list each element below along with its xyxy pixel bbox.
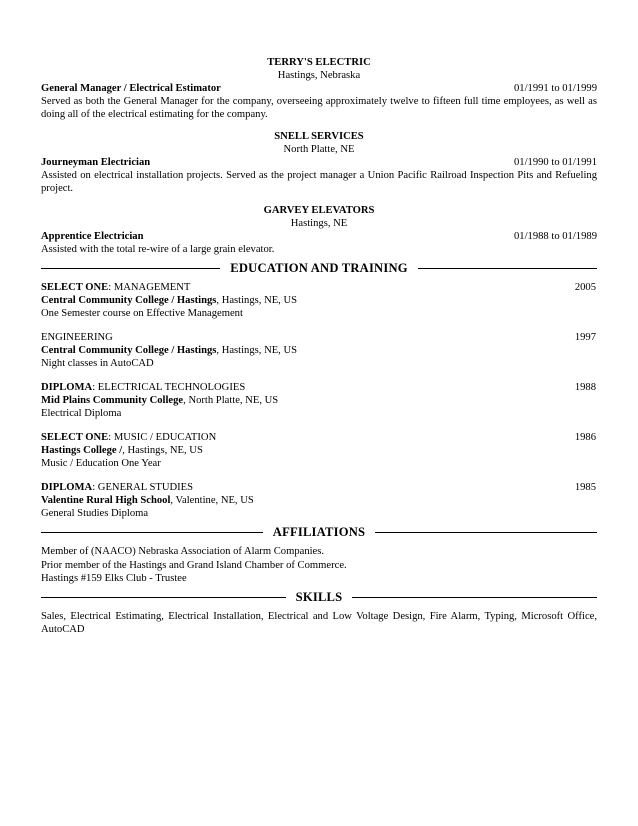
degree-row [41, 381, 597, 394]
job-entry [41, 204, 597, 256]
education-year: 1986 [574, 432, 596, 443]
affiliation-item: Prior member of the Hastings and Grand Island Chamber of Commerce. [41, 560, 347, 571]
job-dates: 01/1991 to 01/1999 [514, 83, 597, 94]
degree-label: DIPLOMA [41, 482, 93, 493]
degree-field: : MUSIC / EDUCATION [108, 432, 217, 443]
divider [418, 268, 597, 269]
job-description: Assisted with the total re-wire of a large grain elevator. [41, 244, 275, 255]
degree-field: : MANAGEMENT [108, 282, 191, 293]
education-year: 2005 [574, 282, 596, 293]
school-location: , Valentine, NE, US [170, 495, 254, 506]
degree-label: SELECT ONE [41, 282, 109, 293]
divider [41, 532, 263, 533]
degree-field: : GENERAL STUDIES [92, 482, 194, 493]
degree-label: DIPLOMA [41, 382, 93, 393]
education-note: One Semester course on Effective Management [41, 308, 243, 319]
resume-page [41, 56, 597, 636]
affiliations-section-header [41, 526, 597, 539]
school-name: Central Community College / Hastings [41, 295, 217, 306]
section-title: EDUCATION AND TRAINING [230, 261, 408, 275]
education-note: Electrical Diploma [41, 408, 122, 419]
affiliation-item: Member of (NAACO) Nebraska Association of Alarm Companies. [41, 546, 325, 557]
school-location: , Hastings, NE, US [216, 345, 298, 356]
job-title-row [41, 82, 597, 95]
school-name: Valentine Rural High School [41, 495, 171, 506]
education-year: 1985 [574, 482, 596, 493]
job-title: General Manager / Electrical Estimator [41, 83, 221, 94]
job-title: Journeyman Electrician [41, 157, 151, 168]
degree-row [41, 481, 597, 494]
education-section-header [41, 262, 597, 275]
company-name: TERRY'S ELECTRIC [267, 57, 371, 68]
company-location: Hastings, Nebraska [277, 70, 361, 81]
school-name: Hastings College / [41, 445, 123, 456]
divider [41, 268, 220, 269]
job-dates: 01/1990 to 01/1991 [514, 157, 597, 168]
affiliation-item: Hastings #159 Elks Club - Trustee [41, 573, 187, 584]
school-name: Mid Plains Community College [41, 395, 184, 406]
education-entry [41, 331, 597, 370]
school-location: , Hastings, NE, US [122, 445, 203, 456]
job-title-row [41, 230, 597, 243]
job-title: Apprentice Electrician [41, 231, 144, 242]
degree-row [41, 331, 597, 344]
company-location: Hastings, NE [290, 218, 348, 229]
company-location: North Platte, NE [283, 144, 355, 155]
job-dates: 01/1988 to 01/1989 [514, 231, 597, 242]
skills-text: Sales, Electrical Estimating, Electrical Installation, Electrical and Low Voltage Design, Fire Alarm, Typing, Microsoft Office, AutoCAD [41, 611, 597, 635]
skills-section-header [41, 591, 597, 604]
affiliations-list [41, 545, 597, 585]
divider [375, 532, 597, 533]
degree-row [41, 281, 597, 294]
company-name: SNELL SERVICES [274, 131, 364, 142]
degree-field: ENGINEERING [41, 332, 113, 343]
degree-label: SELECT ONE [41, 432, 109, 443]
school-location: , North Platte, NE, US [183, 395, 279, 406]
education-year: 1997 [574, 332, 596, 343]
job-entry [41, 130, 597, 195]
company-name: GARVEY ELEVATORS [263, 205, 375, 216]
education-note: Night classes in AutoCAD [41, 358, 154, 369]
education-entry [41, 381, 597, 420]
education-entry [41, 431, 597, 470]
education-note: General Studies Diploma [41, 508, 149, 519]
education-year: 1988 [574, 382, 596, 393]
job-description: Served as both the General Manager for the company, overseeing approximately twelve to fifteen full time employees, as well as doing all of the electrical estimating for the company. [41, 96, 597, 120]
job-entry [41, 56, 597, 121]
divider [41, 597, 286, 598]
education-note: Music / Education One Year [41, 458, 161, 469]
degree-row [41, 431, 597, 444]
school-location: , Hastings, NE, US [216, 295, 298, 306]
divider [352, 597, 597, 598]
section-title: SKILLS [295, 590, 343, 604]
education-entry [41, 281, 597, 320]
school-name: Central Community College / Hastings [41, 345, 217, 356]
job-title-row [41, 156, 597, 169]
degree-field: : ELECTRICAL TECHNOLOGIES [92, 382, 246, 393]
job-description: Assisted on electrical installation projects. Served as the project manager a Union Pacific Railroad Inspection Pits and Refueling project. [41, 170, 597, 194]
section-title: AFFILIATIONS [272, 525, 366, 539]
education-entry [41, 481, 597, 520]
